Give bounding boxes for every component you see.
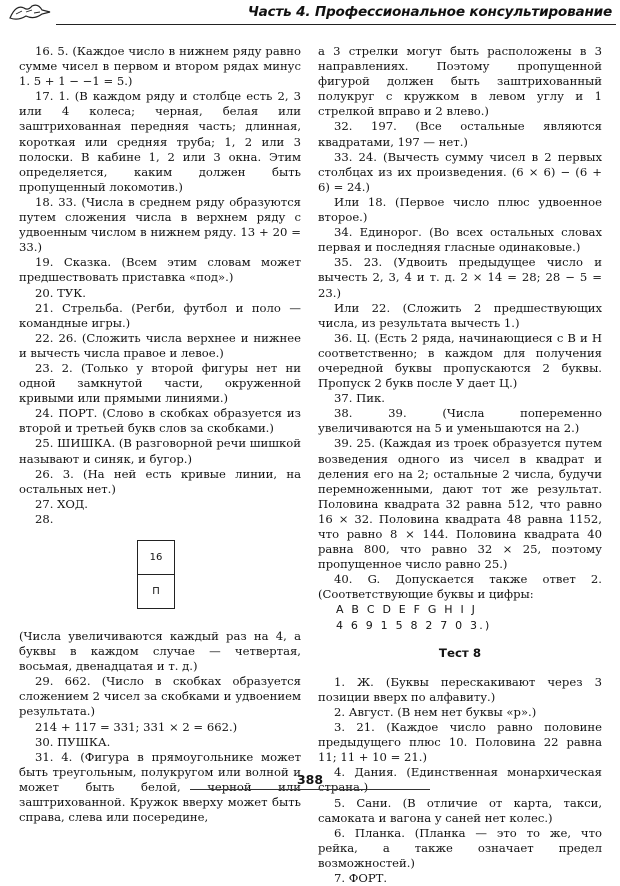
footer-rule bbox=[190, 789, 430, 790]
figure-box-bottom: П bbox=[137, 574, 175, 609]
answer-paragraph: Или 22. (Сложить 2 предшествующих числа, из результата вычесть 1.) bbox=[318, 300, 602, 330]
answer-paragraph: 5. Сани. (В отличие от карта, такси, самоката и вагона у саней нет колес.) bbox=[318, 795, 602, 825]
answer-paragraph: 21. Стрельба. (Регби, футбол и поло — командные игры.) bbox=[19, 300, 301, 330]
publisher-logo-icon bbox=[8, 2, 52, 22]
figure-box-top: 16 bbox=[137, 540, 175, 575]
answer-paragraph: 214 + 117 = 331; 331 × 2 = 662.) bbox=[35, 719, 238, 734]
answer-paragraph: 19. Сказка. (Всем этим словам может предшествовать приставка «под».) bbox=[19, 255, 301, 285]
digits-row: 4 6 9 1 5 8 2 7 0 3.) bbox=[336, 618, 492, 632]
page-footer bbox=[0, 772, 620, 790]
section-title: Тест 8 bbox=[438, 645, 482, 660]
right-column bbox=[318, 44, 602, 886]
answer-paragraph: 1. Ж. (Буквы перескакивают через 3 позиции вверх по алфавиту.) bbox=[318, 674, 602, 704]
answer-paragraph: 18. 33. (Числа в среднем ряду образуются путем сложения числа в верхнем ряду с удвоенным числом в нижнем ряду. 13 + 20 = 33.) bbox=[19, 194, 301, 255]
answer-paragraph: 16. 5. (Каждое число в нижнем ряду равно сумме чисел в первом и втором рядах минус 1. 5 + 1 − −1 = 5.) bbox=[19, 44, 301, 89]
left-column bbox=[19, 44, 301, 825]
answer-paragraph: 27. ХОД. bbox=[35, 496, 88, 511]
answer-paragraph: 26. 3. (На ней есть кривые линии, на остальных нет.) bbox=[19, 466, 301, 496]
answer-paragraph: 2. Август. (В нем нет буквы «р».) bbox=[334, 704, 537, 719]
answer-paragraph: 34. Единорог. (Во всех остальных словах первая и последняя гласные одинаковые.) bbox=[318, 225, 602, 255]
answer-paragraph: 35. 23. (Удвоить предыдущее число и вычесть 2, 3, 4 и т. д. 2 × 14 = 28; 28 − 5 = 23.) bbox=[318, 255, 602, 300]
answer-paragraph: 3. 21. (Каждое число равно половине предыдущего плюс 10. Половина 22 равна 11; 11 + 10 = 21.) bbox=[318, 720, 602, 765]
answer-paragraph: 23. 2. (Только у второй фигуры нет ни одной замкнутой части, окруженной кривыми или прямыми линиями.) bbox=[19, 360, 301, 406]
answer-paragraph: 7. ФОРТ. bbox=[334, 870, 388, 885]
answer-paragraph: Или 18. (Первое число плюс удвоенное второе.) bbox=[318, 194, 602, 225]
page-number: 388 bbox=[296, 772, 324, 787]
answer-paragraph: 31. 4. (Фигура в прямоугольнике может быть треугольным, полукругом или волной и может быть белой, черной или заштрихованной. Кружок вверху может быть справа, слева или посередине, bbox=[19, 749, 301, 825]
answer-paragraph: 39. 25. (Каждая из троек образуется путем возведения одного из чисел в квадрат и деления его на 2; остальные 2 числа, будучи перемноженными, дают тот же результат. Половина квадрата 32 равна 512, что равно 16 × 32. Половина квадрата 48 равна 1152, что равно 8 × 144. Половина квадрата 40 равна 800, что равно 32 × 25, поэтому пропущенное число равно 25.) bbox=[318, 436, 602, 572]
answer-paragraph: 40. G. Допускается также ответ 2. (Соответствующие буквы и цифры: bbox=[318, 572, 602, 602]
answer-paragraph: 37. Пик. bbox=[334, 391, 385, 406]
answer-continuation: (Числа увеличиваются каждый раз на 4, а буквы в каждом случае — четвертая, восьмая, двенадцатая и т. д.) bbox=[19, 629, 301, 674]
answer-paragraph: 32. 197. (Все остальные являются квадратами, 197 — нет.) bbox=[318, 119, 602, 149]
answer-paragraph: 25. ШИШКА. (В разговорной речи шишкой называют и синяк, и бугор.) bbox=[19, 436, 301, 466]
answer-paragraph: 33. 24. (Вычесть сумму чисел в 2 первых столбцах из их произведения. (6 × 6) − (6 + 6) = 24.) bbox=[318, 149, 602, 194]
answer-paragraph: 28. bbox=[35, 511, 54, 526]
answer-paragraph: 4. Дания. (Единственная монархическая страна.) bbox=[318, 765, 602, 795]
answer-paragraph: 6. Планка. (Планка — это то же, что рейка, а также означает предел возможностей.) bbox=[318, 825, 602, 870]
answer-figure bbox=[19, 527, 301, 629]
running-title: Часть 4. Профессиональное консультирование bbox=[247, 4, 612, 20]
answer-continuation: а 3 стрелки могут быть расположены в 3 направлениях. Поэтому пропущенной фигурой должен быть заштрихованный полукруг с кружком в левом углу и 1 стрелкой вправо и 2 влево.) bbox=[318, 44, 602, 119]
answer-paragraph: 38. 39. (Числа попеременно увеличиваются на 5 и уменьшаются на 2.) bbox=[318, 406, 602, 436]
running-header bbox=[8, 0, 616, 26]
answer-paragraph: 36. Ц. (Есть 2 ряда, начинающиеся с В и Н соответственно; в каждом для получения очередной буквы пропускаются 2 буквы. Пропуск 2 букв после У дает Ц.) bbox=[318, 330, 602, 391]
answer-paragraph: 29. 662. (Число в скобках образуется сложением 2 чисел за скобками и удвоением результата.) bbox=[19, 674, 301, 719]
answer-paragraph: 17. 1. (В каждом ряду и столбце есть 2, 3 или 4 колеса; черная, белая или заштрихованная передняя часть; длинная, короткая или средняя труба; 1, 2 или 3 полоски. В кабине 1, 2 или 3 окна. Этим определяется, каким должен быть пропущенный локомотив.) bbox=[19, 89, 301, 194]
answer-paragraph: 24. ПОРТ. (Слово в скобках образуется из второй и третьей букв слов за скобками.) bbox=[19, 406, 301, 436]
letters-row: A B C D E F G H I J bbox=[336, 603, 478, 617]
header-rule bbox=[56, 24, 616, 25]
answer-paragraph: 22. 26. (Сложить числа верхнее и нижнее и вычесть числа правое и левое.) bbox=[19, 330, 301, 360]
answer-paragraph: 20. ТУК. bbox=[35, 285, 86, 300]
answer-paragraph: 30. ПУШКА. bbox=[35, 734, 111, 749]
